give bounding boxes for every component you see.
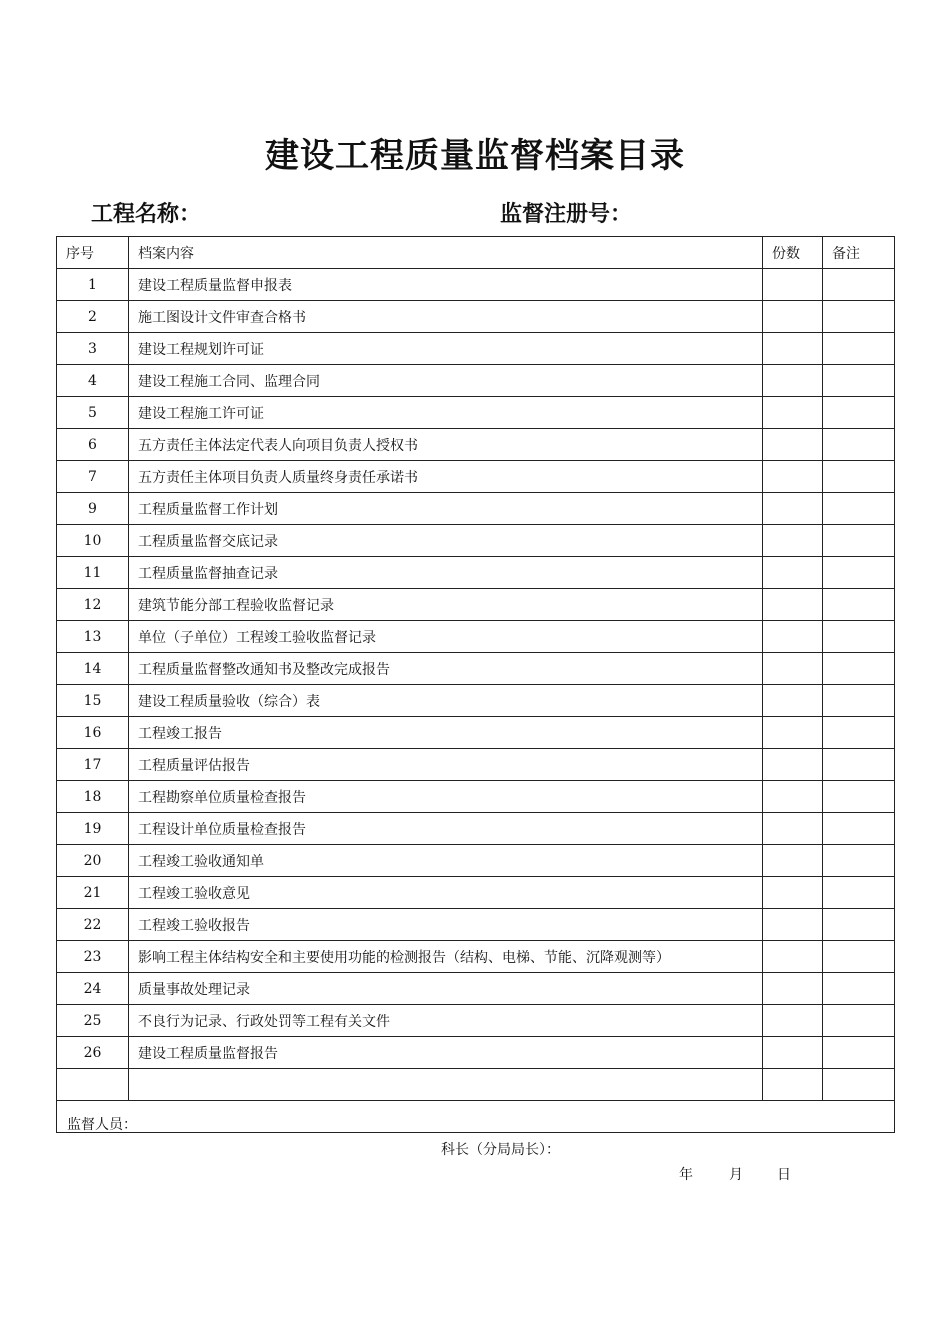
content-cell: 五方责任主体项目负责人质量终身责任承诺书 [129,461,763,493]
remarks-cell[interactable] [823,493,895,525]
table-header-row [57,237,895,269]
table-row [57,877,895,909]
content-cell: 施工图设计文件审查合格书 [129,301,763,333]
table-row [57,301,895,333]
seq-cell: 23 [57,941,129,973]
table-row [57,397,895,429]
seq-cell: 12 [57,589,129,621]
copies-cell[interactable] [763,845,823,877]
copies-cell[interactable] [763,397,823,429]
table-row [57,461,895,493]
table-row [57,557,895,589]
signature-cell [57,1101,895,1183]
content-cell: 工程质量监督整改通知书及整改完成报告 [129,653,763,685]
content-cell: 工程设计单位质量检查报告 [129,813,763,845]
remarks-cell[interactable] [823,749,895,781]
seq-cell: 3 [57,333,129,365]
remarks-cell[interactable] [823,365,895,397]
seq-cell: 26 [57,1037,129,1069]
seq-cell: 17 [57,749,129,781]
table-row [57,653,895,685]
remarks-cell[interactable] [823,685,895,717]
content-cell: 建筑节能分部工程验收监督记录 [129,589,763,621]
table-row [57,909,895,941]
header-content: 档案内容 [129,237,763,269]
remarks-cell[interactable] [823,717,895,749]
table-row [57,749,895,781]
seq-cell: 14 [57,653,129,685]
footer-row [57,1101,895,1133]
content-cell: 建设工程规划许可证 [129,333,763,365]
copies-cell[interactable] [763,621,823,653]
copies-cell[interactable] [763,269,823,301]
seq-cell: 1 [57,269,129,301]
remarks-cell[interactable] [823,301,895,333]
content-cell: 质量事故处理记录 [129,973,763,1005]
table-row [57,333,895,365]
seq-cell: 13 [57,621,129,653]
content-cell: 建设工程质量监督报告 [129,1037,763,1069]
remarks-cell[interactable] [823,1037,895,1069]
remarks-cell[interactable] [823,941,895,973]
remarks-cell[interactable] [823,1005,895,1037]
table-row [57,781,895,813]
content-cell: 单位（子单位）工程竣工验收监督记录 [129,621,763,653]
seq-cell: 21 [57,877,129,909]
remarks-cell[interactable] [823,909,895,941]
content-cell: 工程竣工验收意见 [129,877,763,909]
table-row [57,429,895,461]
content-cell: 工程勘察单位质量检查报告 [129,781,763,813]
remarks-cell[interactable] [823,589,895,621]
remarks-cell[interactable] [823,1069,895,1101]
remarks-cell[interactable] [823,653,895,685]
copies-cell[interactable] [763,877,823,909]
content-cell: 工程竣工报告 [129,717,763,749]
content-cell: 工程质量监督抽查记录 [129,557,763,589]
seq-cell: 19 [57,813,129,845]
remarks-cell[interactable] [823,429,895,461]
seq-cell: 15 [57,685,129,717]
date-day-label: 日 [777,1167,791,1183]
copies-cell[interactable] [763,813,823,845]
table-row [57,589,895,621]
copies-cell[interactable] [763,525,823,557]
copies-cell[interactable] [763,365,823,397]
content-cell: 影响工程主体结构安全和主要使用功能的检测报告（结构、电梯、节能、沉降观测等） [129,941,763,973]
seq-cell: 24 [57,973,129,1005]
content-cell: 工程质量评估报告 [129,749,763,781]
seq-cell: 22 [57,909,129,941]
seq-cell: 11 [57,557,129,589]
project-name-label: 工程名称： [91,201,202,227]
copies-cell[interactable] [763,973,823,1005]
archive-table [56,236,895,1183]
table-row [57,973,895,1005]
header-seq: 序号 [57,237,129,269]
header-remarks: 备注 [823,237,895,269]
copies-cell[interactable] [763,941,823,973]
content-cell: 工程质量监督工作计划 [129,493,763,525]
copies-cell[interactable] [763,909,823,941]
content-cell [129,1069,763,1101]
remarks-cell[interactable] [823,461,895,493]
copies-cell[interactable] [763,1005,823,1037]
seq-cell: 9 [57,493,129,525]
content-cell: 不良行为记录、行政处罚等工程有关文件 [129,1005,763,1037]
copies-cell[interactable] [763,1069,823,1101]
table-row [57,621,895,653]
remarks-cell[interactable] [823,621,895,653]
remarks-cell[interactable] [823,269,895,301]
date-line [679,1164,791,1184]
copies-cell[interactable] [763,653,823,685]
date-year-label: 年 [679,1167,693,1183]
remarks-cell[interactable] [823,333,895,365]
copies-cell[interactable] [763,493,823,525]
table-row [57,685,895,717]
copies-cell[interactable] [763,1037,823,1069]
copies-cell[interactable] [763,557,823,589]
content-cell: 工程竣工验收通知单 [129,845,763,877]
table-row [57,845,895,877]
remarks-cell[interactable] [823,845,895,877]
seq-cell: 2 [57,301,129,333]
seq-cell: 25 [57,1005,129,1037]
table-row [57,1005,895,1037]
page-title: 建设工程质量监督档案目录 [265,136,685,176]
seq-cell: 7 [57,461,129,493]
copies-cell[interactable] [763,589,823,621]
remarks-cell[interactable] [823,525,895,557]
copies-cell[interactable] [763,749,823,781]
table-row [57,525,895,557]
copies-cell[interactable] [763,717,823,749]
table-row [57,941,895,973]
table-row [57,1037,895,1069]
content-cell: 建设工程施工许可证 [129,397,763,429]
copies-cell[interactable] [763,685,823,717]
table-row [57,365,895,397]
date-month-label: 月 [729,1167,743,1183]
seq-cell: 16 [57,717,129,749]
copies-cell[interactable] [763,333,823,365]
content-cell: 工程竣工验收报告 [129,909,763,941]
remarks-cell[interactable] [823,877,895,909]
copies-cell[interactable] [763,301,823,333]
content-cell: 五方责任主体法定代表人向项目负责人授权书 [129,429,763,461]
chief-label: 科长（分局局长）： [441,1142,560,1158]
copies-cell[interactable] [763,781,823,813]
table-row [57,269,895,301]
content-cell: 建设工程施工合同、监理合同 [129,365,763,397]
registration-number-label: 监督注册号： [500,201,633,227]
remarks-cell[interactable] [823,781,895,813]
seq-cell: 10 [57,525,129,557]
seq-cell: 18 [57,781,129,813]
content-cell: 工程质量监督交底记录 [129,525,763,557]
seq-cell: 20 [57,845,129,877]
table-row [57,493,895,525]
supervisor-label: 监督人员： [67,1117,137,1133]
seq-cell: 6 [57,429,129,461]
header-copies: 份数 [763,237,823,269]
copies-cell[interactable] [763,429,823,461]
content-cell: 建设工程质量监督申报表 [129,269,763,301]
remarks-cell[interactable] [823,973,895,1005]
content-cell: 建设工程质量验收（综合）表 [129,685,763,717]
seq-cell: 4 [57,365,129,397]
table-body [57,269,895,1183]
remarks-cell[interactable] [823,813,895,845]
seq-cell [57,1069,129,1101]
remarks-cell[interactable] [823,397,895,429]
copies-cell[interactable] [763,461,823,493]
table-row [57,813,895,845]
remarks-cell[interactable] [823,557,895,589]
table-row-blank [57,1069,895,1101]
seq-cell: 5 [57,397,129,429]
table-row [57,717,895,749]
